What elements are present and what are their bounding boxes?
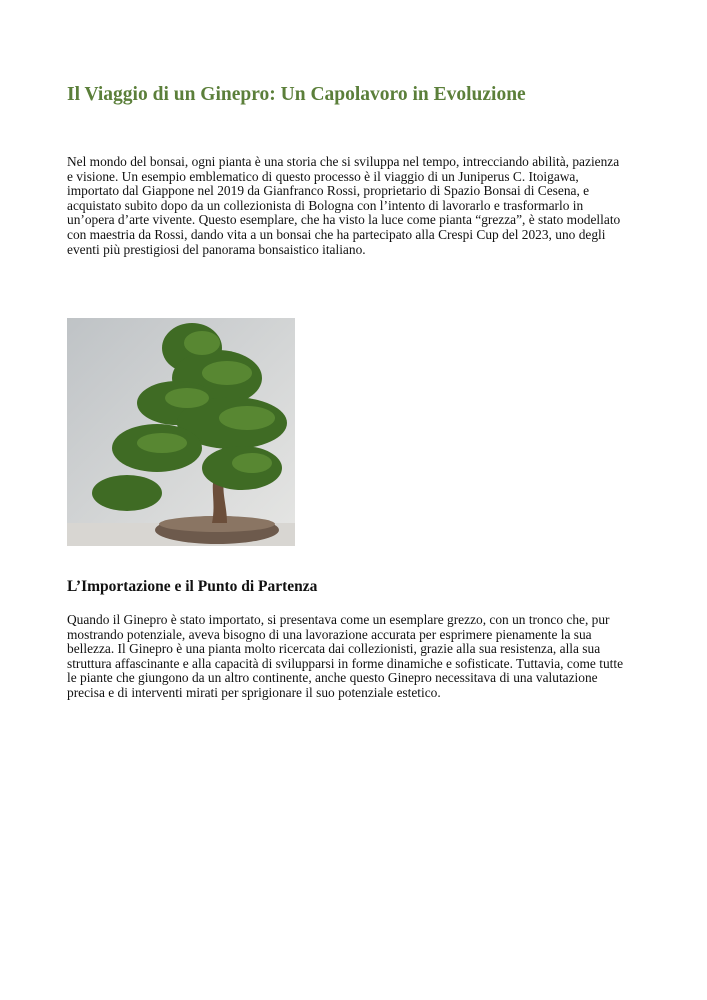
- bonsai-photo: [67, 318, 295, 546]
- section-heading: L’Importazione e il Punto di Partenza: [67, 578, 318, 595]
- section-paragraph: Quando il Ginepro è stato importato, si presentava come un esemplare grezzo, con un tronco che, pur mostrando potenziale, aveva bisogno di una lavorazione accurata per esprimere pienamente la sua bellezza. Il Ginepro è una pianta molto ricercata dai collezionisti, grazie alla sua resistenza, alla sua struttura affascinante e alla capacità di svilupparsi in forme dinamiche e sofisticate. Tuttavia, come tutte le piante che giungono da un altro continente, anche questo Ginepro necessitava di una valutazione precisa e di interventi mirati per sprigionare il suo potenziale estetico.: [67, 612, 624, 700]
- article-title: Il Viaggio di un Ginepro: Un Capolavoro in Evoluzione: [67, 84, 526, 105]
- intro-paragraph: Nel mondo del bonsai, ogni pianta è una storia che si sviluppa nel tempo, intrecciando abilità, pazienza e visione. Un esempio emblematico di questo processo è il viaggio di un Juniperus C. Itoigawa, importato dal Giappone nel 2019 da Gianfranco Rossi, proprietario di Spazio Bonsai di Cesena, e acquistato subito dopo da un collezionista di Bologna con l’intento di lavorarlo e trasformarlo in un’opera d’arte vivente. Questo esemplare, che ha visto la luce come pianta “grezza”, è stato modellato con maestria da Rossi, dando vita a un bonsai che ha partecipato alla Crespi Cup del 2023, uno degli eventi più prestigiosi del panorama bonsaistico italiano.: [67, 154, 621, 257]
